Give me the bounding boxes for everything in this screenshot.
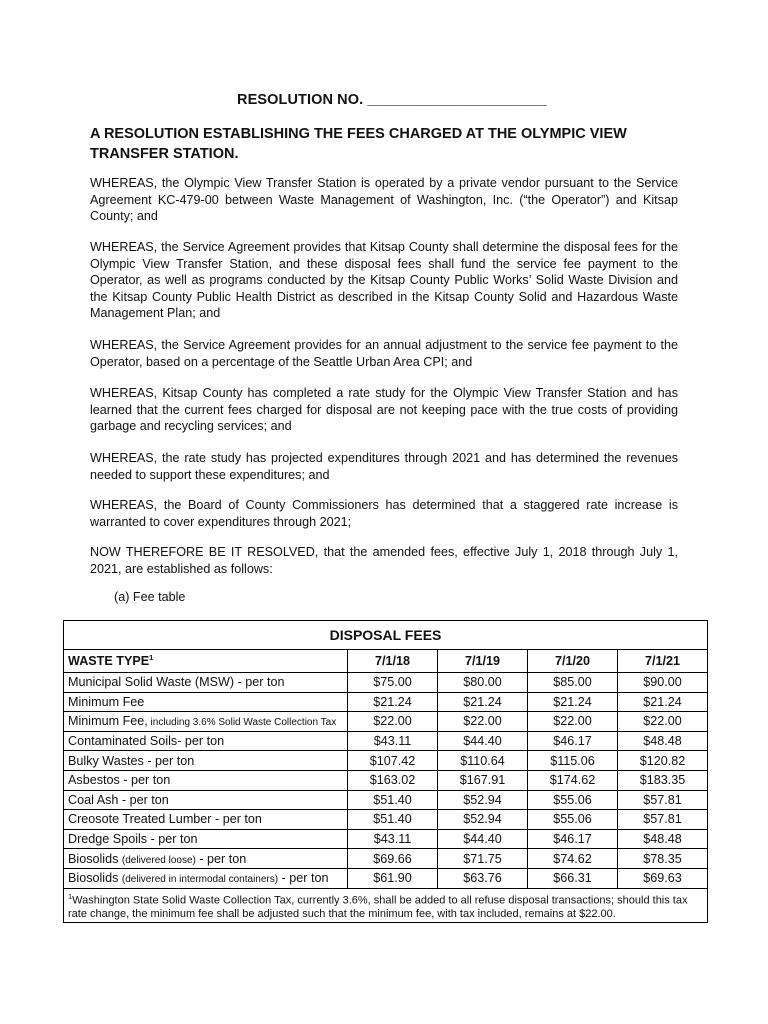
table-row: [64, 692, 708, 712]
table-row: [64, 829, 708, 849]
waste-type-cell: Biosolids (delivered in intermodal containers) - per ton: [64, 868, 348, 888]
fee-cell: $44.40: [438, 829, 528, 849]
fee-cell: $110.64: [438, 751, 528, 771]
fee-cell: $46.17: [528, 829, 618, 849]
fee-cell: $43.11: [348, 829, 438, 849]
table-caption: DISPOSAL FEES: [64, 621, 708, 650]
fee-cell: $80.00: [438, 673, 528, 693]
fee-cell: $48.48: [618, 829, 708, 849]
paragraph-whereas-3: WHEREAS, the Service Agreement provides for an annual adjustment to the service fee payment to the Operator, based on a percentage of the Seattle Urban Area CPI; and: [90, 338, 678, 369]
fee-cell: $55.06: [528, 810, 618, 830]
fee-cell: $52.94: [438, 790, 528, 810]
fee-cell: $120.82: [618, 751, 708, 771]
fee-cell: $85.00: [528, 673, 618, 693]
table-row: [64, 849, 708, 869]
paragraph-resolved: NOW THEREFORE BE IT RESOLVED, that the amended fees, effective July 1, 2018 through July 1, 2021, are established as follows:: [90, 545, 678, 576]
fee-cell: $61.90: [348, 868, 438, 888]
waste-type-cell: Asbestos - per ton: [64, 770, 348, 790]
fee-cell: $46.17: [528, 731, 618, 751]
table-row: [64, 731, 708, 751]
fee-cell: $44.40: [438, 731, 528, 751]
fee-cell: $71.75: [438, 849, 528, 869]
header-col-3: 7/1/21: [618, 650, 708, 673]
fee-cell: $43.11: [348, 731, 438, 751]
fee-cell: $55.06: [528, 790, 618, 810]
fee-cell: $22.00: [528, 712, 618, 732]
fee-cell: $90.00: [618, 673, 708, 693]
fee-cell: $21.24: [528, 692, 618, 712]
waste-type-cell: Contaminated Soils- per ton: [64, 731, 348, 751]
waste-type-cell: Minimum Fee: [64, 692, 348, 712]
fee-cell: $22.00: [348, 712, 438, 732]
fee-cell: $52.94: [438, 810, 528, 830]
paragraph-whereas-6: WHEREAS, the Board of County Commissioners has determined that a staggered rate increase is warranted to cover expenditures through 2021;: [90, 498, 678, 529]
table-row: [64, 810, 708, 830]
table-row: [64, 712, 708, 732]
fee-cell: $51.40: [348, 810, 438, 830]
fee-cell: $115.06: [528, 751, 618, 771]
table-row: [64, 868, 708, 888]
header-col-0: 7/1/18: [348, 650, 438, 673]
fee-cell: $48.48: [618, 731, 708, 751]
waste-type-cell: Minimum Fee, including 3.6% Solid Waste Collection Tax: [64, 712, 348, 732]
waste-type-cell: Coal Ash - per ton: [64, 790, 348, 810]
table-row: [64, 751, 708, 771]
table-row: [64, 790, 708, 810]
disposal-fees-table: [63, 620, 708, 923]
waste-type-cell: Dredge Spoils - per ton: [64, 829, 348, 849]
document-title: A RESOLUTION ESTABLISHING THE FEES CHARGED AT THE OLYMPIC VIEW TRANSFER STATION.: [90, 126, 627, 162]
fee-cell: $167.91: [438, 770, 528, 790]
fee-cell: $22.00: [618, 712, 708, 732]
fee-cell: $51.40: [348, 790, 438, 810]
fee-cell: $66.31: [528, 868, 618, 888]
header-col-1: 7/1/19: [438, 650, 528, 673]
fee-cell: $21.24: [438, 692, 528, 712]
fee-cell: $21.24: [618, 692, 708, 712]
waste-type-cell: Creosote Treated Lumber - per ton: [64, 810, 348, 830]
fee-cell: $183.35: [618, 770, 708, 790]
paragraph-whereas-1: WHEREAS, the Olympic View Transfer Station is operated by a private vendor pursuant to the Service Agreement KC-479-00 between Waste Management of Washington, Inc. (“the Operator”) and Kitsap County; and: [90, 176, 678, 223]
table-header-row: [64, 650, 708, 673]
fee-cell: $69.63: [618, 868, 708, 888]
paragraph-whereas-5: WHEREAS, the rate study has projected expenditures through 2021 and has determined the revenues needed to support these expenditures; and: [90, 451, 678, 482]
paragraph-whereas-2: WHEREAS, the Service Agreement provides that Kitsap County shall determine the disposal fees for the Olympic View Transfer Station, and these disposal fees shall fund the service fee payment to the Operator, as well as programs conducted by the Kitsap County Public Works’ Solid Waste Division and the Kitsap County Public Health District as described in the Kitsap County Solid and Hazardous Waste Management Plan; and: [90, 240, 678, 320]
fee-table-label: (a) Fee table: [114, 590, 186, 604]
fee-cell: $22.00: [438, 712, 528, 732]
waste-type-cell: Municipal Solid Waste (MSW) - per ton: [64, 673, 348, 693]
fee-cell: $57.81: [618, 810, 708, 830]
fee-cell: $57.81: [618, 790, 708, 810]
header-col-2: 7/1/20: [528, 650, 618, 673]
waste-type-cell: Biosolids (delivered loose) - per ton: [64, 849, 348, 869]
fee-cell: $163.02: [348, 770, 438, 790]
paragraph-whereas-4: WHEREAS, Kitsap County has completed a rate study for the Olympic View Transfer Station and has learned that the current fees charged for disposal are not keeping pace with the true costs of providing garbage and recycling services; and: [90, 386, 678, 433]
fee-cell: $69.66: [348, 849, 438, 869]
fee-cell: $21.24: [348, 692, 438, 712]
table-footnote: $^1$Washington State Solid Waste Collection Tax, currently 3.6%, shall be added to all refuse disposal transactions; should this tax rate change, the minimum fee shall be adjusted such that the minimum fee, with tax included, remains at $22.00.: [64, 888, 708, 923]
fee-cell: $107.42: [348, 751, 438, 771]
fee-cell: $74.62: [528, 849, 618, 869]
fee-cell: $78.35: [618, 849, 708, 869]
header-waste-type: WASTE TYPE$^1$: [64, 650, 348, 673]
table-body: [64, 673, 708, 889]
resolution-number: RESOLUTION NO. ______________________: [237, 92, 548, 108]
waste-type-cell: Bulky Wastes - per ton: [64, 751, 348, 771]
table-row: [64, 673, 708, 693]
table-row: [64, 770, 708, 790]
fee-cell: $75.00: [348, 673, 438, 693]
fee-cell: $174.62: [528, 770, 618, 790]
fee-cell: $63.76: [438, 868, 528, 888]
